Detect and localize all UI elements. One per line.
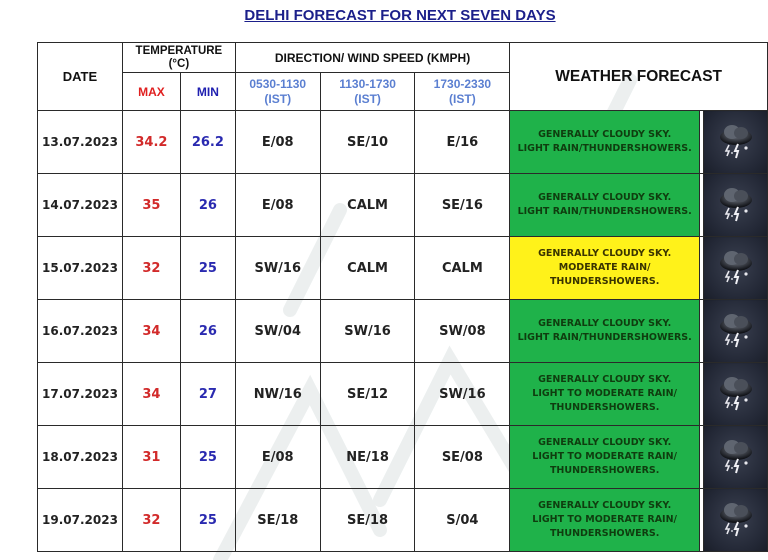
weather-icon-cell xyxy=(704,489,768,552)
min-temp-cell: 25 xyxy=(180,426,235,489)
thunderstorm-rain-icon xyxy=(713,434,759,480)
weather-icon-cell xyxy=(704,426,768,489)
max-temp-cell: 34.2 xyxy=(122,111,180,174)
wind-evening-cell: SE/08 xyxy=(415,426,510,489)
wind-afternoon-cell: NE/18 xyxy=(320,426,415,489)
min-temp-cell: 25 xyxy=(180,489,235,552)
slot-time: 0530-1130 xyxy=(249,76,307,91)
slot-header-evening xyxy=(415,73,510,111)
date-cell: 13.07.2023 xyxy=(38,111,123,174)
date-cell: 17.07.2023 xyxy=(38,363,123,426)
slot-header-morning xyxy=(235,73,320,111)
slot-zone: (IST) xyxy=(354,91,381,106)
forecast-line: LIGHT TO MODERATE RAIN/ xyxy=(532,514,678,525)
wind-afternoon-cell: SE/18 xyxy=(320,489,415,552)
forecast-line: GENERALLY CLOUDY SKY. xyxy=(538,129,672,140)
wind-morning-cell: E/08 xyxy=(235,174,320,237)
min-temp-cell: 27 xyxy=(180,363,235,426)
thunderstorm-rain-icon xyxy=(713,182,759,228)
wind-afternoon-cell: CALM xyxy=(320,237,415,300)
forecast-cell xyxy=(510,237,700,300)
wind-morning-cell: SW/04 xyxy=(235,300,320,363)
thunderstorm-rain-icon xyxy=(713,119,759,165)
forecast-line: GENERALLY CLOUDY SKY. xyxy=(538,248,672,259)
date-cell: 14.07.2023 xyxy=(38,174,123,237)
date-cell: 15.07.2023 xyxy=(38,237,123,300)
min-header: MIN xyxy=(180,73,235,111)
weather-icon-cell xyxy=(704,111,768,174)
wind-morning-cell: NW/16 xyxy=(235,363,320,426)
page-title: DELHI FORECAST FOR NEXT SEVEN DAYS xyxy=(244,7,556,24)
wind-afternoon-cell: SW/16 xyxy=(320,300,415,363)
wind-afternoon-cell: CALM xyxy=(320,174,415,237)
slot-time: 1130-1730 xyxy=(339,76,396,91)
forecast-cell xyxy=(510,111,700,174)
wind-morning-cell: SE/18 xyxy=(235,489,320,552)
slot-time: 1730-2330 xyxy=(433,76,492,91)
temperature-header xyxy=(122,43,235,73)
forecast-line: GENERALLY CLOUDY SKY. xyxy=(538,374,672,385)
min-temp-cell: 25 xyxy=(180,237,235,300)
weather-forecast-header: WEATHER FORECAST xyxy=(510,43,768,111)
min-temp-cell: 26 xyxy=(180,174,235,237)
thunderstorm-rain-icon xyxy=(713,371,759,417)
max-temp-cell: 31 xyxy=(122,426,180,489)
table-row xyxy=(38,111,768,174)
forecast-line: GENERALLY CLOUDY SKY. xyxy=(538,318,672,329)
wind-evening-cell: S/04 xyxy=(415,489,510,552)
wind-evening-cell: CALM xyxy=(415,237,510,300)
thunderstorm-rain-icon xyxy=(713,308,759,354)
slot-header-afternoon xyxy=(320,73,415,111)
slot-zone: (IST) xyxy=(449,91,476,106)
table-row xyxy=(38,174,768,237)
forecast-line: GENERALLY CLOUDY SKY. xyxy=(538,437,672,448)
forecast-line: LIGHT TO MODERATE RAIN/ xyxy=(532,388,678,399)
temperature-label: TEMPERATURE xyxy=(135,44,223,57)
table-row xyxy=(38,237,768,300)
forecast-line: THUNDERSHOWERS. xyxy=(549,402,660,413)
weather-icon-cell xyxy=(704,363,768,426)
max-temp-cell: 32 xyxy=(122,237,180,300)
wind-evening-cell: SE/16 xyxy=(415,174,510,237)
thunderstorm-rain-icon xyxy=(713,245,759,291)
forecast-line: LIGHT TO MODERATE RAIN/ xyxy=(532,451,678,462)
forecast-line: GENERALLY CLOUDY SKY. xyxy=(538,500,672,511)
forecast-cell xyxy=(510,363,700,426)
max-temp-cell: 35 xyxy=(122,174,180,237)
forecast-line: GENERALLY CLOUDY SKY. xyxy=(538,192,672,203)
date-header: DATE xyxy=(38,43,123,111)
wind-morning-cell: SW/16 xyxy=(235,237,320,300)
forecast-line: THUNDERSHOWERS. xyxy=(549,528,660,539)
weather-icon-cell xyxy=(704,300,768,363)
slot-zone: (IST) xyxy=(264,91,292,106)
weather-icon-cell xyxy=(704,174,768,237)
forecast-line: MODERATE RAIN/ xyxy=(558,262,651,273)
max-header: MAX xyxy=(122,73,180,111)
wind-evening-cell: SW/08 xyxy=(415,300,510,363)
wind-header: DIRECTION/ WIND SPEED (KMPH) xyxy=(235,43,509,73)
wind-evening-cell: E/16 xyxy=(415,111,510,174)
temperature-unit: (°C) xyxy=(168,57,190,70)
max-temp-cell: 34 xyxy=(122,363,180,426)
min-temp-cell: 26 xyxy=(180,300,235,363)
forecast-cell xyxy=(510,300,700,363)
forecast-line: LIGHT RAIN/THUNDERSHOWERS. xyxy=(517,143,692,154)
wind-morning-cell: E/08 xyxy=(235,426,320,489)
table-row xyxy=(38,363,768,426)
date-cell: 19.07.2023 xyxy=(38,489,123,552)
date-cell: 16.07.2023 xyxy=(38,300,123,363)
wind-afternoon-cell: SE/12 xyxy=(320,363,415,426)
forecast-line: THUNDERSHOWERS. xyxy=(549,465,660,476)
forecast-line: LIGHT RAIN/THUNDERSHOWERS. xyxy=(517,206,692,217)
min-temp-cell: 26.2 xyxy=(180,111,235,174)
table-row xyxy=(38,426,768,489)
table-row xyxy=(38,300,768,363)
thunderstorm-rain-icon xyxy=(713,497,759,543)
max-temp-cell: 32 xyxy=(122,489,180,552)
forecast-cell xyxy=(510,426,700,489)
forecast-line: LIGHT RAIN/THUNDERSHOWERS. xyxy=(517,332,692,343)
weather-icon-cell xyxy=(704,237,768,300)
wind-evening-cell: SW/16 xyxy=(415,363,510,426)
forecast-cell xyxy=(510,174,700,237)
wind-morning-cell: E/08 xyxy=(235,111,320,174)
forecast-line: THUNDERSHOWERS. xyxy=(549,276,660,287)
table-row xyxy=(38,489,768,552)
max-temp-cell: 34 xyxy=(122,300,180,363)
forecast-cell xyxy=(510,489,700,552)
date-cell: 18.07.2023 xyxy=(38,426,123,489)
wind-afternoon-cell: SE/10 xyxy=(320,111,415,174)
forecast-table xyxy=(37,42,768,552)
